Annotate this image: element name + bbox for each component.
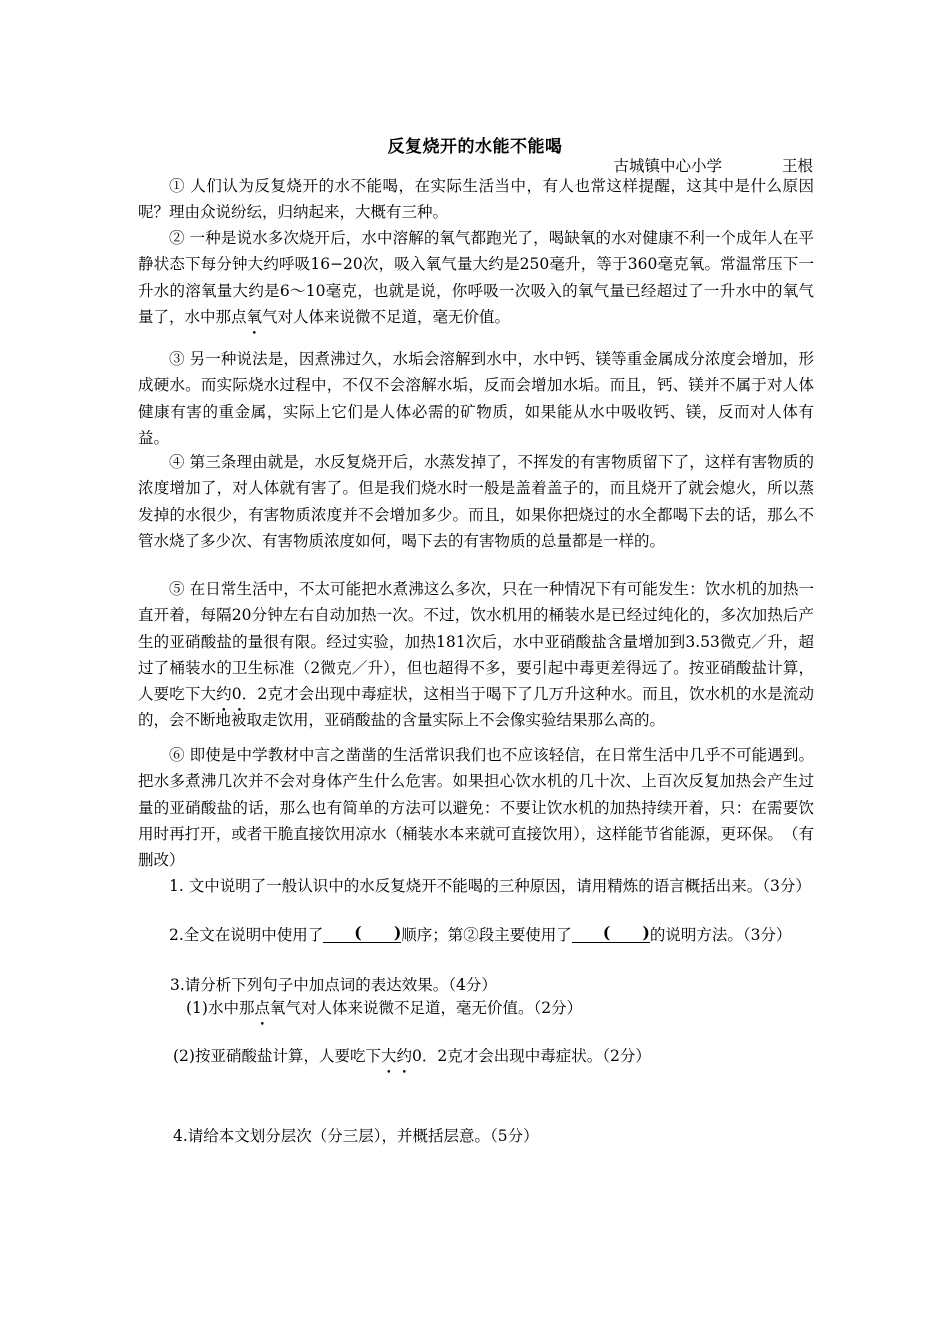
- emphasis-dot-word: 点: [254, 999, 270, 1017]
- paragraph-2: [138, 225, 814, 330]
- question-3: 3.请分析下列句子中加点词的表达效果。（4分）: [170, 976, 497, 994]
- paragraph-5-text-end: 0．2克才会出现中毒症状，这相当于喝下了几万升这种水。而且，饮水机的水是流动的，会不断地被取走饮用，亚硝酸盐的含量实际上不会像实验结果那么高的。: [138, 685, 814, 730]
- emphasis-dot-word: 点: [231, 307, 247, 326]
- question-2-text-b: 顺序；第②段主要使用了: [401, 926, 572, 944]
- paragraph-5-text: ⑤ 在日常生活中，不太可能把水煮沸这么多次，只在一种情况下有可能发生：饮水机的加热一直开着，每隔20分钟左右自动加热一次。不过，饮水机用的桶装水是已经过纯化的，多次加热后产生的亚硝酸盐的量很有限。经过实验，加热181次后，水中亚硝酸盐含量增加到3.53微克／升，超过了桶装水的卫生标准（2微克／升），但也超得不多，要引起中毒更差得远了。按亚硝酸盐计算，人要吃下: [138, 580, 814, 704]
- emphasis-dot-word: 约: [216, 685, 232, 704]
- byline-school: 古城镇中心小学: [613, 157, 722, 175]
- question-3-2-text: (2)按亚硝酸盐计算，人要吃下: [173, 1047, 381, 1065]
- question-2-text-a: 2.全文在说明中使用了: [169, 926, 324, 944]
- emphasis-dot-word: 大: [200, 685, 217, 704]
- paragraph-5: [138, 576, 814, 734]
- paragraph-3: ③ 另一种说法是，因煮沸过久，水垢会溶解到水中，水中钙、镁等重金属成分浓度会增加，形成硬水。而实际烧水过程中，不仅不会溶解水垢，反而会增加水垢。而且，钙、镁并不属于对人体健康有害的重金属，实际上它们是人体必需的矿物质，如果能从水中吸收钙、镁，反而对人体有益。: [138, 350, 814, 447]
- question-3-2-text-end: 0．2克才会出现中毒症状。（2分）: [412, 1047, 651, 1065]
- question-4: 4.请给本文划分层次（分三层），并概括层意。（5分）: [173, 1127, 539, 1145]
- emphasis-dot-word: 大: [380, 1047, 397, 1065]
- question-1: 1. 文中说明了一般认识中的水反复烧开不能喝的三种原因，请用精炼的语言概括出来。（3分）: [169, 877, 811, 895]
- answer-blank-1[interactable]: [323, 924, 401, 943]
- article-title: 反复烧开的水能不能喝: [387, 137, 563, 157]
- question-3-1-text-end: 氧气对人体来说微不足道，毫无价值。（2分）: [269, 999, 583, 1017]
- paragraph-6: ⑥ 即使是中学教材中言之凿凿的生活常识我们也不应该轻信，在日常生活中几乎不可能遇到。把水多煮沸几次并不会对身体产生什么危害。如果担心饮水机的几十次、上百次反复加热会产生过量的亚硝酸盐的话，那么也有简单的方法可以避免：不要让饮水机的加热持续开着，只：在需要饮用时再打开，或者干脆直接饮用凉水（桶装水本来就可直接饮用），这样能节省能源，更环保。 （有删改）: [138, 746, 814, 870]
- question-3-1-text: (1)水中那: [186, 999, 255, 1017]
- paragraph-4: ④ 第三条理由就是，水反复烧开后，水蒸发掉了，不挥发的有害物质留下了，这样有害物质的浓度增加了，对人体就有害了。但是我们烧水时一般是盖着盖子的，而且烧开了就会熄火，所以蒸发掉的水很少，有害物质浓度并不会增加多少。而且，如果你把烧过的水全都喝下去的话，那么不管水烧了多少次、有害物质浓度如何，喝下去的有害物质的总量都是一样的。: [138, 453, 814, 550]
- question-3-1: [186, 995, 862, 1021]
- paragraph-1: ① 人们认为反复烧开的水不能喝，在实际生活当中，有人也常这样提醒，这其中是什么原因呢？理由众说纷纭，归纳起来，大概有三种。: [138, 177, 814, 222]
- question-3-2: [173, 1043, 849, 1069]
- answer-blank-2[interactable]: [572, 924, 650, 943]
- paragraph-2-text-end: 氧气对人体来说微不足道，毫无价值。: [246, 307, 511, 326]
- question-2-text-c: 的说明方法。（3分）: [649, 926, 792, 944]
- paragraph-2-text: ② 一种是说水多次烧开后，水中溶解的氧气都跑光了，喝缺氧的水对健康不利一个成年人在平静状态下每分钟大约呼吸16−20次，吸入氧气量大约是250毫升，等于360毫克氧。常温常压下一升水的溶氧量大约是6～10毫克，也就是说，你呼吸一次吸入的氧气量已经超过了一升水中的氧气量了，水中那: [138, 229, 814, 326]
- emphasis-dot-word: 约: [396, 1047, 412, 1065]
- byline-author: 王根: [781, 157, 813, 175]
- question-2: [138, 922, 814, 948]
